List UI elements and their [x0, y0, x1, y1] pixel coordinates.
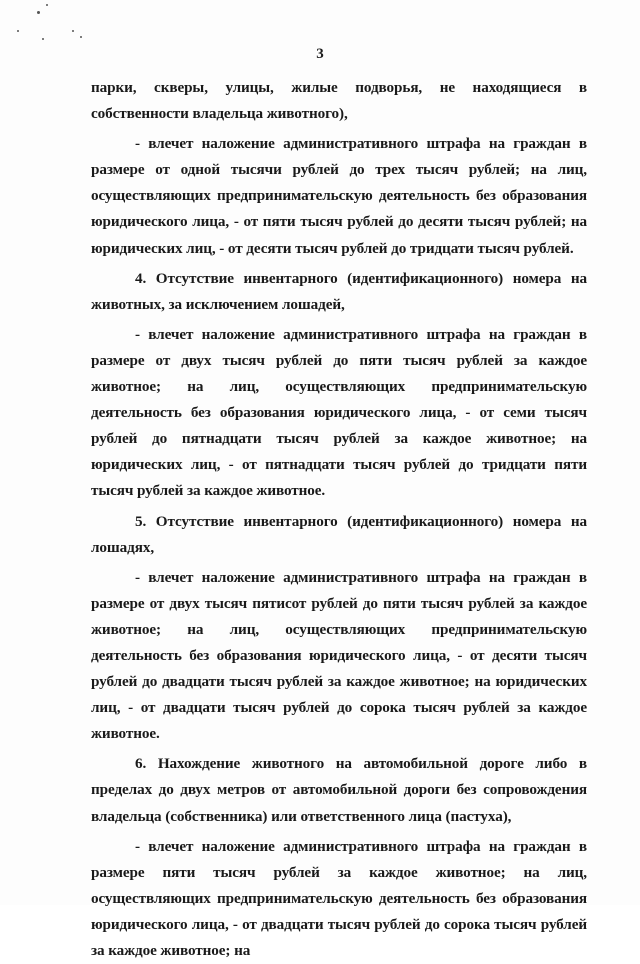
paragraph-penalty: - влечет наложение административного штрафа на граждан в размере от двух тысяч пятисот рублей до пяти тысяч рублей за каждое животное; на лиц, осуществляющих предпринимательскую деятельность без образования юридического лица, - от десяти тысяч рублей до двадцати тысяч рублей за каждое животное; на юридических лиц, - от двадцати тысяч рублей до сорока тысяч рублей за каждое животное. [91, 568, 587, 743]
scan-speck [37, 11, 40, 14]
paragraph-penalty: - влечет наложение административного штрафа на граждан в размере от двух тысяч рублей до пяти тысяч рублей за каждое животное; на лиц, осуществляющих предпринимательскую деятельность без образования юридического лица, - от семи тысяч рублей до пятнадцати тысяч рублей за каждое животное; на юридических лиц, - от пятнадцати тысяч рублей до тридцати пяти тысяч рублей за каждое животное. [91, 325, 587, 500]
paragraph-penalty: - влечет наложение административного штрафа на граждан в размере от одной тысячи рублей до трех тысяч рублей; на лиц, осуществляющих предпринимательскую деятельность без образования юридического лица, - от пяти тысяч рублей до десяти тысяч рублей; на юридических лиц, - от десяти тысяч рублей до тридцати тысяч рублей. [91, 135, 587, 257]
scan-speck [80, 36, 82, 38]
paragraph-penalty: - влечет наложение административного штрафа на граждан в размере пяти тысяч рублей за каждое животное; на лиц, осуществляющих предпринимательскую деятельность без образования юридического лица, - от двадцати тысяч рублей до сорока тысяч рублей за каждое животное; на [91, 837, 587, 959]
scan-speck [17, 30, 19, 32]
scan-speck [46, 4, 48, 6]
paragraph-continuation: парки, скверы, улицы, жилые подворья, не находящиеся в собственности владельца животного), [91, 79, 587, 123]
page-number: 3 [316, 46, 324, 62]
paragraph-clause-5: 5. Отсутствие инвентарного (идентификационного) номера на лошадях, [91, 512, 587, 556]
scan-speck [42, 38, 44, 40]
paragraph-clause-6: 6. Нахождение животного на автомобильной дороге либо в пределах до двух метров от автомобильной дороги без сопровождения владельца (собственника) или ответственного лица (пастуха), [91, 755, 587, 825]
document-body [91, 75, 587, 964]
paragraph-clause-4: 4. Отсутствие инвентарного (идентификационного) номера на животных, за исключением лошадей, [91, 269, 587, 313]
scan-speck [72, 30, 74, 32]
